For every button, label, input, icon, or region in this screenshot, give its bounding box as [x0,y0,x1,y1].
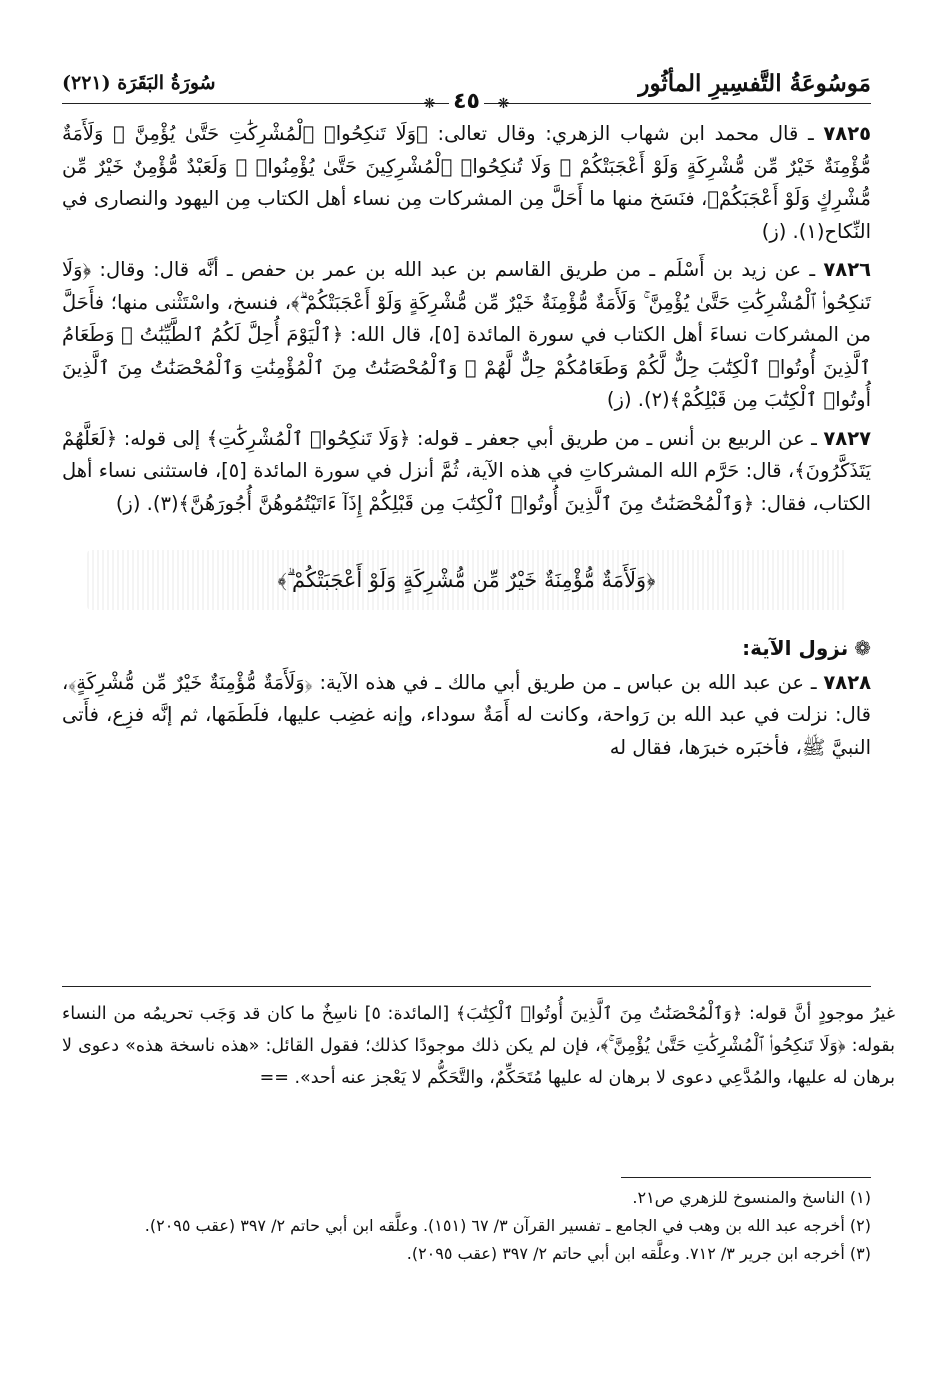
continuation-text: غيرُ موجودٍ أنَّ قوله: ﴿وَٱلْمُحْصَنَٰتُ مِنَ ٱلَّذِينَ أُوتُوا۟ ٱلْكِتَٰبَ﴾ [المائدة: ٥] ناسِخٌ ما كان قد وَجَب تحريمُه من النساء بقوله: ﴿وَلَا تَنكِحُوا۟ ٱلْمُشْرِكَٰتِ حَتَّىٰ يُؤْمِنَّ ۚ﴾، فإن لم يكن ذلك موجودًا كذلك؛ فقول القائل: «هذه ناسخة هذه» دعوى لا برهان له عليها، والمُدَّعِي دعوى لا برهان له عليها مُتَحَكِّمٌ، والتَّحَكُّم لا يَعْجز عنه أحد». [62,1004,895,1088]
narration-number: ٧٨٢٨ [823,670,871,694]
narration-text: ـ عن الربيع بن أنس ـ من طريق أبي جعفر ـ قوله: ﴿وَلَا تَنكِحُوا۟ ٱلْمُشْرِكَٰتِ﴾ إلى قوله: ﴿لَعَلَّهُمْ يَتَذَكَّرُونَ﴾، قال: حَرَّم الله المشركاتِ في هذه الآية، ثُمَّ أنزل في سورة المائدة [٥]، فاستثنى نساء أهل الكتاب، فقال: ﴿وَٱلْمُحْصَنَٰتُ مِنَ ٱلَّذِينَ أُوتُوا۟ ٱلْكِتَٰبَ مِن قَبْلِكُمْ إِذَآ ءَاتَيْتُمُوهُنَّ أُجُورَهُنَّ﴾(٣). (ز) [62,426,871,515]
section-heading-text: نزول الآية: [742,636,849,660]
narration-text: ـ قال محمد ابن شهاب الزهري: وقال تعالى: ﴿وَلَا تَنكِحُوا۟ ٱلْمُشْرِكَٰتِ حَتَّىٰ يُؤْمِنَّ ۚ وَلَأَمَةٌ مُّؤْمِنَةٌ خَيْرٌ مِّن مُّشْرِكَةٍ وَلَوْ أَعْجَبَتْكُمْ ۗ وَلَا تُنكِحُوا۟ ٱلْمُشْرِكِينَ حَتَّىٰ يُؤْمِنُوا۟ ۚ وَلَعَبْدٌ مُّؤْمِنٌ خَيْرٌ مِّن مُّشْرِكٍ وَلَوْ أَعْجَبَكُمْ﴾، فنَسَخ منها ما أَحَلَّ مِن المشركات مِن نساء أهل الكتاب مِن اليهود والنصارى في النِّكاح(١). (ز) [62,122,871,243]
ayah-banner [87,550,847,610]
footnote: (٣) أخرجه ابن جرير ٣/ ٧١٢. وعلَّقه ابن أبي حاتم ٢/ ٣٩٧ (عقب ٢٠٩٥). [406,1244,871,1263]
flower-icon: ❁ [854,636,871,660]
footnote: (٢) أخرجه عبد الله بن وهب في الجامع ـ تفسير القرآن ٣/ ٦٧ (١٥١). وعلَّقه ابن أبي حاتم ٢/ ٣٩٧ (عقب ٢٠٩٥). [144,1216,871,1235]
footnote: (١) الناسخ والمنسوخ للزهري ص٢١. [632,1188,871,1207]
sura-reference: سُورَةُ البَقَرَة (٢٢١) [62,72,216,94]
narration-paragraph [62,423,871,521]
page-number-row [0,89,933,114]
narration-number: ٧٨٢٧ [823,426,871,450]
narration-text: ـ عن عبد الله بن عباس ـ من طريق أبي مالك ـ في هذه الآية: ﴿وَلَأَمَةٌ مُّؤْمِنَةٌ خَيْرٌ مِّن مُّشْرِكَةٍ﴾، قال: نزلت في عبد الله بن رَواحة، وكانت له أَمَةٌ سوداء، وإنه غضِب عليها، فلَطَمَها، ثم إنَّه فزِع، فأَتى النبيَّ ﷺ، فأخبَره خبرَها، فقال له [62,670,871,759]
page-number: ٤٥ [449,89,484,114]
continuation-marker: == [259,1068,289,1088]
ornament-icon: ❋ [423,96,436,112]
narration-paragraph [62,667,871,765]
narration-text: ـ عن زيد بن أَسْلَم ـ من طريق القاسم بن عبد الله بن عمر بن حفص ـ أنَّه قال: وقال: ﴿وَلَا تَنكِحُوا۟ ٱلْمُشْرِكَٰتِ حَتَّىٰ يُؤْمِنَّ ۚ وَلَأَمَةٌ مُّؤْمِنَةٌ خَيْرٌ مِّن مُّشْرِكَةٍ وَلَوْ أَعْجَبَتْكُمْ ۗ﴾، فنسخ، واسْتَثْنى منها؛ فأَحَلَّ من المشركات نساءَ أهل الكتاب في سورة المائدة [٥]، قال الله: ﴿ٱلْيَوْمَ أُحِلَّ لَكُمُ ٱلطَّيِّبَٰتُ ۖ وَطَعَامُ ٱلَّذِينَ أُوتُوا۟ ٱلْكِتَٰبَ حِلٌّ لَّكُمْ وَطَعَامُكُمْ حِلٌّ لَّهُمْ ۖ وَٱلْمُحْصَنَٰتُ مِنَ ٱلْمُؤْمِنَٰتِ وَٱلْمُحْصَنَٰتُ مِنَ ٱلَّذِينَ أُوتُوا۟ ٱلْكِتَٰبَ مِن قَبْلِكُمْ﴾(٢). (ز) [62,258,871,411]
narration-number: ٧٨٢٥ [823,122,871,145]
narration-paragraph [62,118,871,248]
narration-paragraph [62,254,871,417]
ornament-icon: ❋ [497,96,510,112]
footnote-separator [62,986,871,987]
footnote-short-rule [621,1177,871,1178]
section-heading [62,632,871,665]
ayah-text: ﴿وَلَأَمَةٌ مُّؤْمِنَةٌ خَيْرٌ مِّن مُّشْرِكَةٍ وَلَوْ أَعْجَبَتْكُمْ ۗ﴾ [277,567,656,592]
narration-number: ٧٨٢٦ [823,258,871,281]
book-title: مَوسُوعَةُ التَّفسِيرِ المأثُور [638,69,871,97]
continued-footnote [62,998,895,1094]
footnotes [62,1184,871,1268]
main-text [62,118,871,770]
